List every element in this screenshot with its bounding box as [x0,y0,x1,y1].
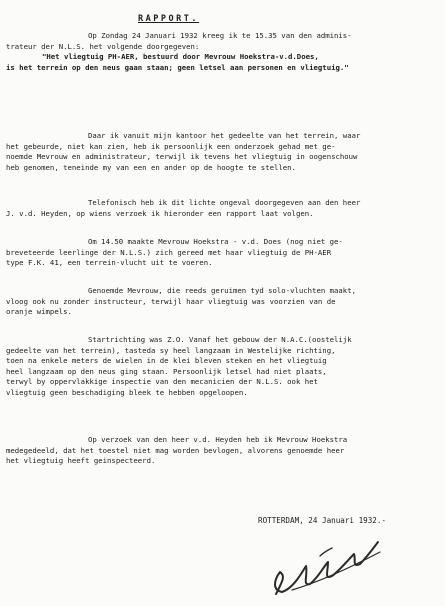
text-line: heel langzaam op den neus ging staan. Persoonlijk letsel had niet plaats, [6,366,327,376]
text-line: toen na enkele meters de wielen in de klei bleven steken en het vliegtuig [6,356,327,365]
report-title: RAPPORT. [138,14,199,24]
text-line: heb genomen, teneinde my van een en ander op de hoogte te stellen. [6,162,296,172]
text-line: J. v.d. Heyden, op wiens verzoek ik hieronder een rapport laat volgen. [6,208,314,218]
text-line: medegedeeld, dat het toestel niet mag worden bevlogen, alvorens genoemde heer [6,445,345,455]
paragraph-investigation [6,131,434,173]
text-line: het vliegtuig heeft geinspecteerd. [6,456,156,465]
place-date: ROTTERDAM, 24 Januari 1932.- [258,516,387,525]
text-line: Op verzoek van den heer v.d. Heyden heb ik Mevrouw Hoekstra [88,435,348,444]
text-line: het gebeurde, niet kan zien, heb ik persoonlijk een onderzoek gehad met ge- [6,141,336,151]
paragraph-flight-start [6,237,434,269]
text-line: Op Zondag 24 Januari 1932 kreeg ik te 15.35 van den adminis- [88,31,352,40]
text-line: noemde Mevrouw en administrateur, terwijl ik tevens het vliegtuig in oogenschouw [6,152,358,161]
text-line: vliegtuig geen beschadiging bleek te hebben opgeloopen. [6,387,248,397]
text-line: Om 14.50 maakte Mevrouw Hoekstra - v.d. Does (nog niet ge- [88,237,343,246]
text-line: Daar ik vanuit mijn kantoor het gedeelte van het terrein, waar [88,131,361,140]
text-line: terwyl by oppervlakkige inspectie van den mecanicien der N.L.S. ook het [6,377,318,386]
text-line: gedeelte van het terrein), tasteda sy heel langzaam in Westelijke richting, [6,345,336,355]
text-line: is het terrein op den neus gaan staan; geen letsel aan personen en vliegtuig." [6,62,349,72]
text-line: Telefonisch heb ik dit lichte ongeval doorgegeven aan den heer [88,198,361,207]
text-line: type F.K. 41, een terrein-vlucht uit te voeren. [6,258,213,267]
paragraph-inspection-order [6,435,434,467]
text-line: oranje wimpels. [6,307,72,316]
signature [262,532,392,602]
paragraph-solo-flights [6,286,434,318]
text-line: trateur der N.L.S. het volgende doorgegeven: [6,41,200,51]
paragraph-phone-report [6,198,434,219]
text-line: Genoemde Mevrouw, die reeds geruimen tyd solo-vluchten maakt, [88,286,356,295]
text-line: Startrichting was Z.O. Vanaf het gebouw der N.A.C.(oostelijk [88,335,352,344]
paragraph-incident [6,335,434,398]
text-line: vloog ook nu zonder instructeur, terwijl haar vliegtuig was voorzien van de [6,296,336,306]
text-line: "Het vliegtuig PH-AER, bestuurd door Mevrouw Hoekstra-v.d.Does, [42,52,319,61]
paragraph-notification [6,31,434,73]
text-line: breveteerde leerlinge der N.L.S.) zich gereed met haar vliegtuig de PH-AER [6,247,332,257]
